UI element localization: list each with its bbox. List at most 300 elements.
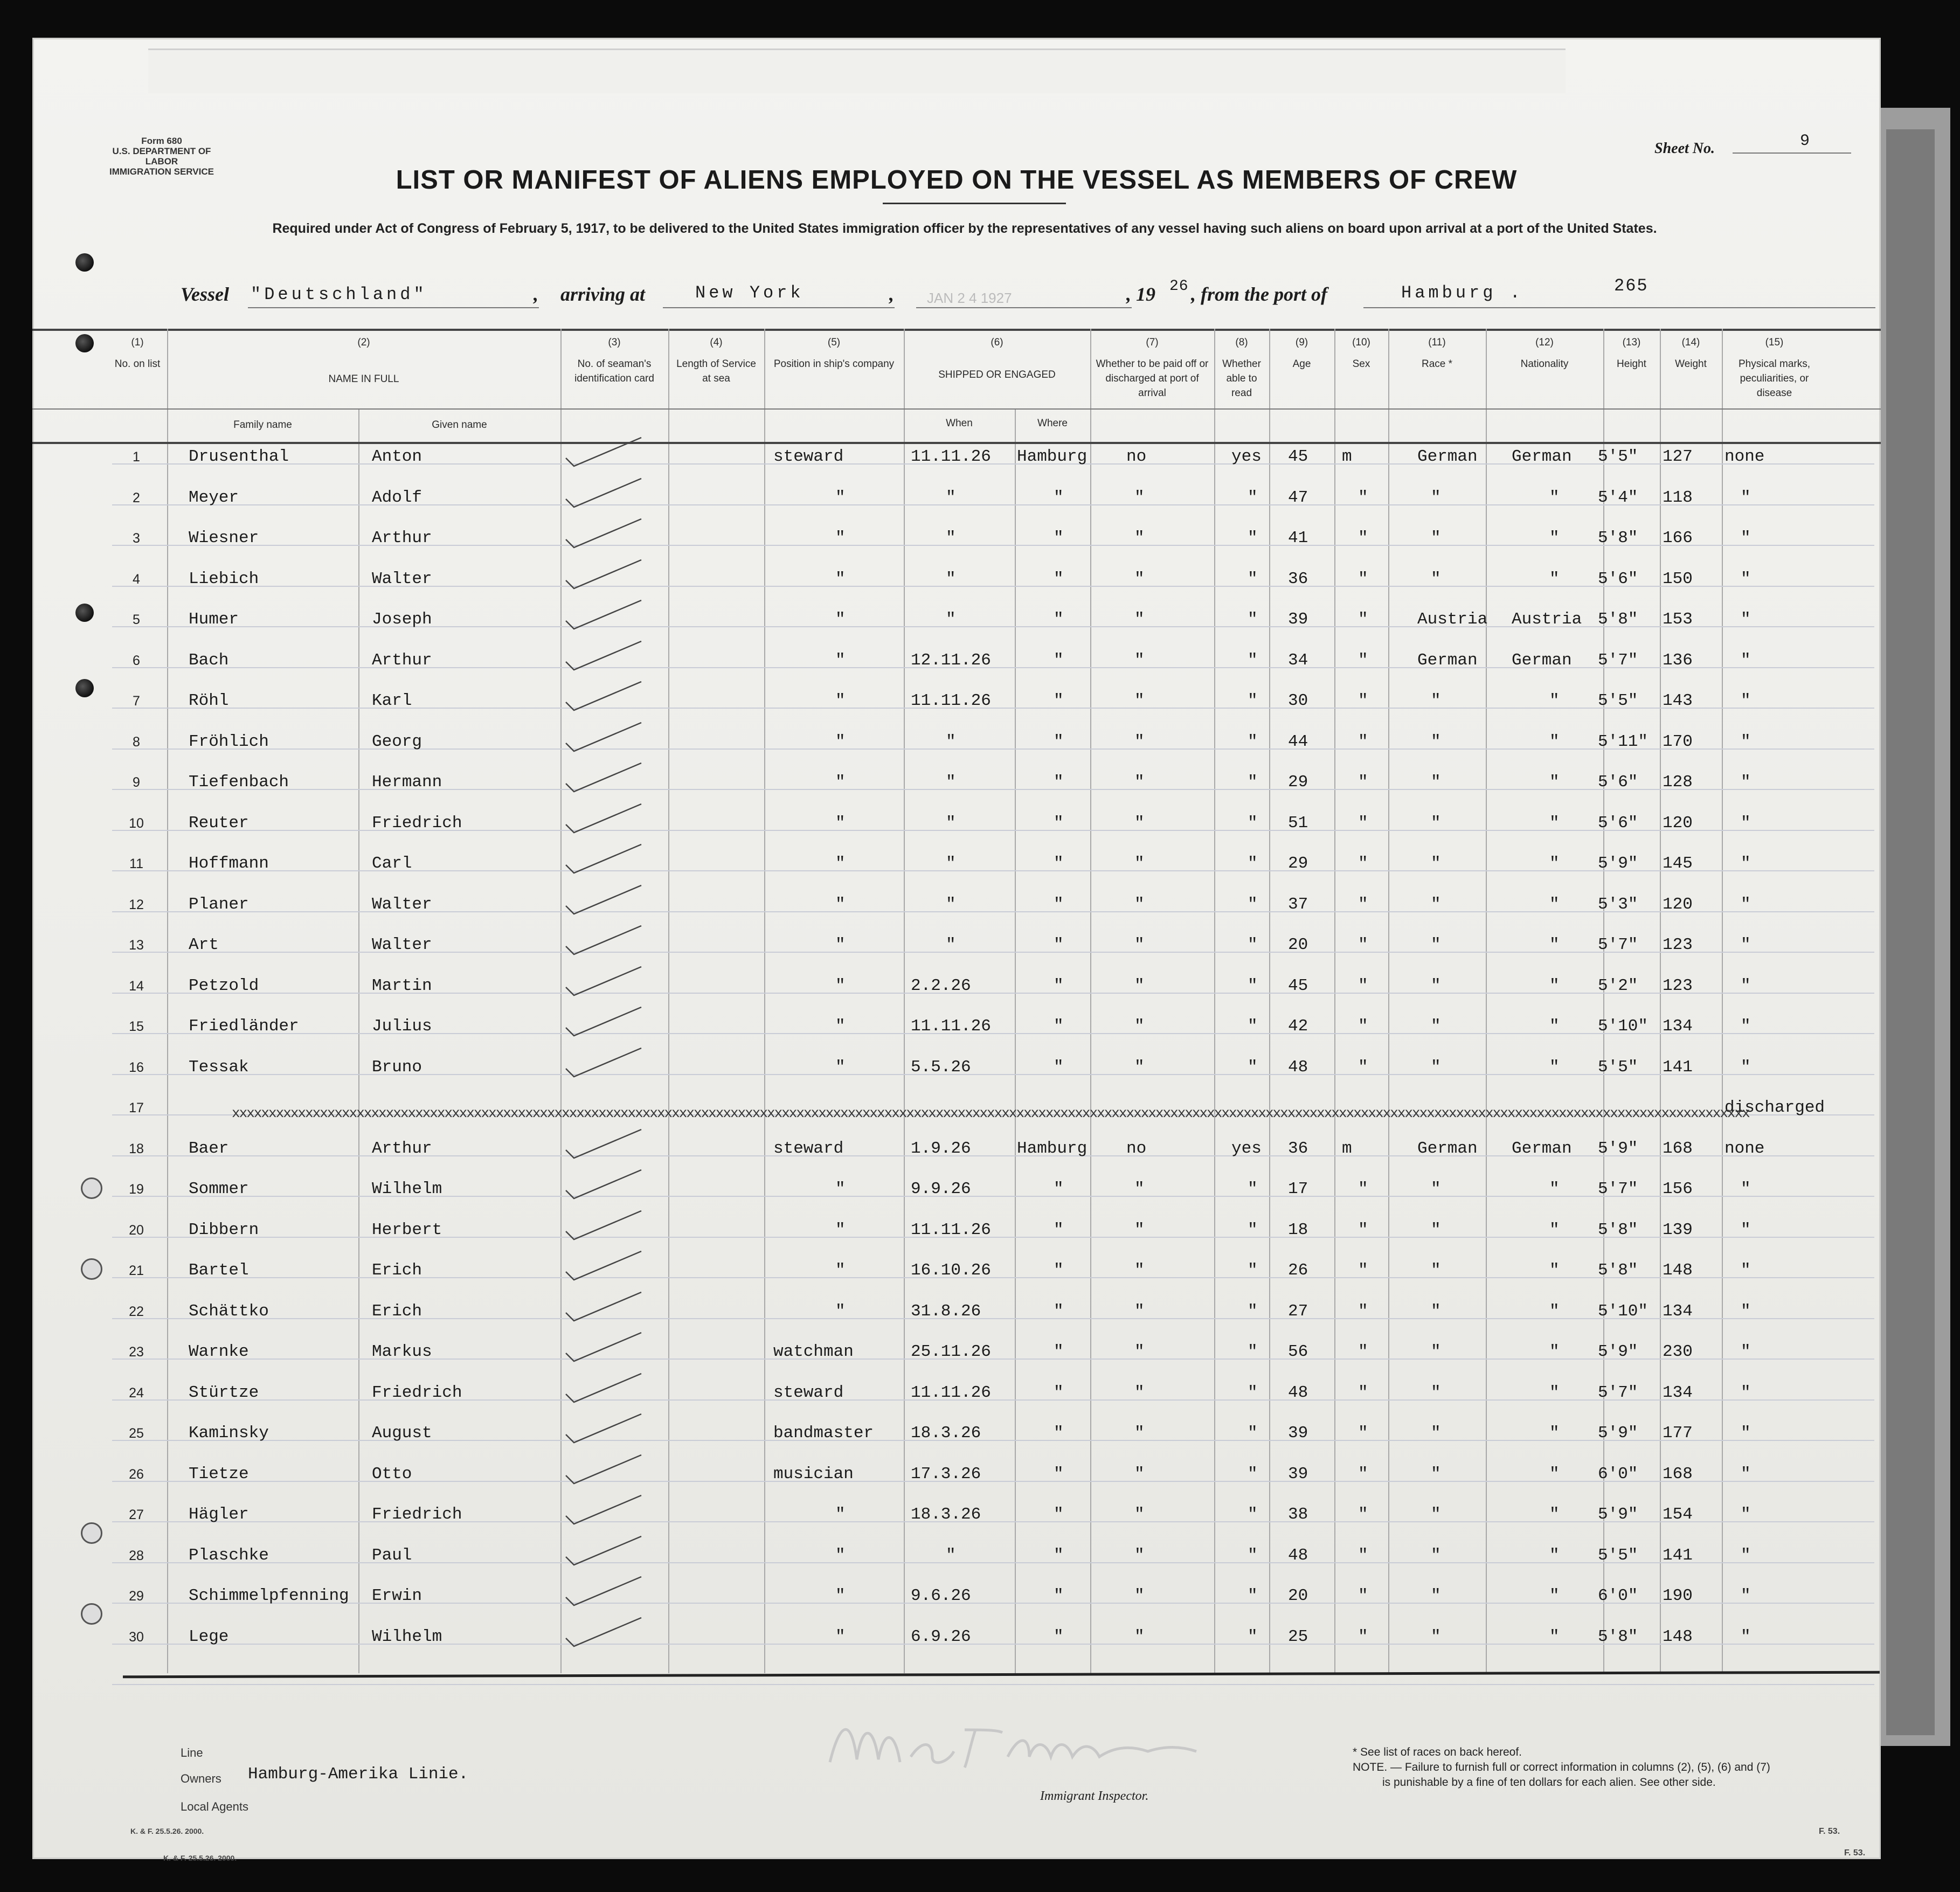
where-cell: " bbox=[1054, 1546, 1064, 1565]
column-divider bbox=[1722, 329, 1723, 1673]
inspector-signature bbox=[819, 1708, 1239, 1778]
paid-cell: " bbox=[1134, 895, 1145, 914]
row-number: 26 bbox=[129, 1467, 144, 1482]
column-number: (2) bbox=[357, 337, 370, 348]
paid-cell: " bbox=[1134, 1058, 1145, 1077]
column-number: (11) bbox=[1428, 337, 1446, 348]
column-number: (9) bbox=[1295, 337, 1308, 348]
paid-cell: no bbox=[1126, 1139, 1147, 1158]
weight-cell: 190 bbox=[1663, 1586, 1693, 1605]
paid-cell: " bbox=[1134, 854, 1145, 873]
arrival-date-stamp: JAN 2 4 1927 bbox=[927, 290, 1012, 306]
read-cell: " bbox=[1248, 488, 1258, 507]
checkmark-icon bbox=[563, 1332, 644, 1364]
row-number: 21 bbox=[129, 1263, 144, 1278]
position-cell: " bbox=[835, 814, 846, 833]
marks-cell: none bbox=[1724, 1139, 1765, 1158]
paid-cell: " bbox=[1134, 1505, 1145, 1524]
marks-cell: " bbox=[1741, 1627, 1751, 1646]
race-cell: " bbox=[1431, 895, 1441, 914]
height-cell: 5'7" bbox=[1598, 1383, 1638, 1402]
sex-cell: " bbox=[1358, 732, 1368, 751]
sex-cell: " bbox=[1358, 1627, 1368, 1646]
weight-cell: 168 bbox=[1663, 1139, 1693, 1158]
where-cell: " bbox=[1054, 570, 1064, 588]
read-cell: " bbox=[1248, 814, 1258, 833]
nationality-cell: " bbox=[1549, 570, 1560, 588]
race-cell: " bbox=[1431, 1505, 1441, 1524]
nationality-cell: German bbox=[1512, 1139, 1572, 1158]
age-cell: 34 bbox=[1288, 651, 1308, 670]
family-cell: Baer bbox=[189, 1139, 229, 1158]
position-cell: steward bbox=[773, 1383, 844, 1402]
position-cell: " bbox=[835, 1505, 846, 1524]
column-divider bbox=[358, 410, 359, 1673]
nationality-cell: " bbox=[1549, 1017, 1560, 1036]
family-name-header: Family name bbox=[233, 419, 292, 431]
sex-cell: " bbox=[1358, 1180, 1368, 1198]
column-divider bbox=[167, 329, 168, 1673]
position-cell: steward bbox=[773, 447, 844, 466]
sex-cell: " bbox=[1358, 935, 1368, 954]
weight-cell: 154 bbox=[1663, 1505, 1693, 1524]
when-cell: " bbox=[946, 814, 956, 833]
marks-cell: " bbox=[1741, 1383, 1751, 1402]
when-cell: " bbox=[946, 529, 956, 547]
weight-cell: 145 bbox=[1663, 854, 1693, 873]
vessel-underline bbox=[248, 307, 539, 308]
paid-cell: " bbox=[1134, 1017, 1145, 1036]
weight-cell: 139 bbox=[1663, 1221, 1693, 1239]
checkmark-icon bbox=[563, 681, 644, 713]
read-cell: " bbox=[1248, 691, 1258, 710]
family-cell: Schättko bbox=[189, 1302, 269, 1321]
when-cell: 11.11.26 bbox=[911, 447, 991, 466]
when-cell: " bbox=[946, 732, 956, 751]
row-number: 10 bbox=[129, 816, 144, 831]
marks-cell: " bbox=[1741, 651, 1751, 670]
checkmark-icon bbox=[563, 436, 644, 469]
family-cell: Hägler bbox=[189, 1505, 249, 1524]
row-number: 15 bbox=[129, 1019, 144, 1034]
sex-cell: " bbox=[1358, 488, 1368, 507]
read-cell: " bbox=[1248, 1017, 1258, 1036]
when-cell: 31.8.26 bbox=[911, 1302, 981, 1321]
marks-cell: " bbox=[1741, 976, 1751, 995]
height-cell: 5'9" bbox=[1598, 1505, 1638, 1524]
sheet-number-underline bbox=[1733, 153, 1851, 154]
sex-cell: " bbox=[1358, 651, 1368, 670]
race-cell: German bbox=[1417, 651, 1478, 670]
read-cell: " bbox=[1248, 1261, 1258, 1280]
weight-cell: 136 bbox=[1663, 651, 1693, 670]
sex-cell: " bbox=[1358, 854, 1368, 873]
sex-cell: " bbox=[1358, 570, 1368, 588]
form-number: Form 680 bbox=[141, 136, 182, 146]
column-divider bbox=[1486, 329, 1487, 1673]
marks-cell: " bbox=[1741, 773, 1751, 792]
form-code: F. 53. bbox=[1819, 1827, 1840, 1836]
paid-cell: " bbox=[1134, 1221, 1145, 1239]
when-cell: 12.11.26 bbox=[911, 651, 991, 670]
sex-cell: " bbox=[1358, 1058, 1368, 1077]
given-cell: Adolf bbox=[372, 488, 423, 507]
where-cell: " bbox=[1054, 1302, 1064, 1321]
sex-cell: " bbox=[1358, 1221, 1368, 1239]
given-cell: Georg bbox=[372, 732, 423, 751]
when-cell: 17.3.26 bbox=[911, 1465, 981, 1484]
height-cell: 5'9" bbox=[1598, 1139, 1638, 1158]
column-divider bbox=[1269, 329, 1270, 1673]
punch-hole bbox=[75, 679, 94, 697]
age-cell: 20 bbox=[1288, 1586, 1308, 1605]
age-cell: 27 bbox=[1288, 1302, 1308, 1321]
paid-cell: " bbox=[1134, 1261, 1145, 1280]
read-cell: " bbox=[1248, 935, 1258, 954]
port-underline bbox=[1363, 307, 1875, 308]
sex-cell: " bbox=[1358, 1261, 1368, 1280]
age-cell: 29 bbox=[1288, 854, 1308, 873]
checkmark-icon bbox=[563, 1373, 644, 1405]
weight-cell: 120 bbox=[1663, 895, 1693, 914]
race-cell: " bbox=[1431, 1342, 1441, 1361]
position-cell: " bbox=[835, 1627, 846, 1646]
height-cell: 5'9" bbox=[1598, 1342, 1638, 1361]
race-cell: " bbox=[1431, 1058, 1441, 1077]
weight-cell: 120 bbox=[1663, 814, 1693, 833]
sex-cell: " bbox=[1358, 1546, 1368, 1565]
family-cell: Plaschke bbox=[189, 1546, 269, 1565]
checkmark-icon bbox=[563, 1169, 644, 1201]
where-cell: " bbox=[1054, 1342, 1064, 1361]
row-number: 2 bbox=[133, 490, 140, 505]
list-number: 265 bbox=[1614, 276, 1649, 296]
nationality-cell: " bbox=[1549, 1465, 1560, 1484]
weight-cell: 134 bbox=[1663, 1383, 1693, 1402]
checkmark-icon bbox=[563, 1617, 644, 1649]
punch-hole bbox=[75, 253, 94, 272]
race-cell: " bbox=[1431, 1180, 1441, 1198]
paid-cell: " bbox=[1134, 732, 1145, 751]
read-cell: " bbox=[1248, 895, 1258, 914]
checkmark-icon bbox=[563, 884, 644, 917]
column-header: Whether to be paid off or discharged at port of arrival bbox=[1096, 358, 1209, 399]
year-suffix: 26 bbox=[1169, 278, 1189, 295]
weight-cell: 177 bbox=[1663, 1424, 1693, 1443]
sex-cell: " bbox=[1358, 1586, 1368, 1605]
where-cell: Hamburg bbox=[1017, 1139, 1088, 1158]
column-divider bbox=[1388, 329, 1389, 1673]
marks-cell: " bbox=[1741, 570, 1751, 588]
where-cell: " bbox=[1054, 529, 1064, 547]
read-cell: yes bbox=[1231, 447, 1262, 466]
checkmark-icon bbox=[563, 1210, 644, 1242]
age-cell: 45 bbox=[1288, 976, 1308, 995]
weight-cell: 230 bbox=[1663, 1342, 1693, 1361]
subheader-rule bbox=[32, 408, 1881, 410]
given-cell: Bruno bbox=[372, 1058, 423, 1077]
where-cell: " bbox=[1054, 773, 1064, 792]
when-cell: 11.11.26 bbox=[911, 1383, 991, 1402]
position-cell: " bbox=[835, 1058, 846, 1077]
weight-cell: 141 bbox=[1663, 1546, 1693, 1565]
column-divider bbox=[1090, 329, 1091, 1673]
row-number: 9 bbox=[133, 775, 140, 790]
marks-cell: " bbox=[1741, 1546, 1751, 1565]
arriving-label: arriving at bbox=[560, 283, 646, 305]
position-cell: " bbox=[835, 1017, 846, 1036]
checkmark-icon bbox=[563, 1576, 644, 1608]
height-cell: 5'7" bbox=[1598, 935, 1638, 954]
family-cell: Kaminsky bbox=[189, 1424, 269, 1443]
paid-cell: " bbox=[1134, 570, 1145, 588]
title-rule bbox=[883, 203, 1066, 204]
marks-cell: discharged bbox=[1724, 1098, 1825, 1117]
height-cell: 5'7" bbox=[1598, 651, 1638, 670]
paid-cell: " bbox=[1134, 1546, 1145, 1565]
age-cell: 41 bbox=[1288, 529, 1308, 547]
marks-cell: " bbox=[1741, 1017, 1751, 1036]
weight-cell: 156 bbox=[1663, 1180, 1693, 1198]
vessel-separator: , bbox=[534, 283, 538, 305]
height-cell: 5'10" bbox=[1598, 1017, 1649, 1036]
read-cell: " bbox=[1248, 570, 1258, 588]
paid-cell: " bbox=[1134, 935, 1145, 954]
row-number: 29 bbox=[129, 1589, 144, 1604]
given-cell: Martin bbox=[372, 976, 432, 995]
given-cell: Erich bbox=[372, 1302, 423, 1321]
sex-cell: m bbox=[1342, 447, 1352, 466]
marks-cell: " bbox=[1741, 814, 1751, 833]
family-cell: Schimmelpfenning bbox=[189, 1586, 349, 1605]
position-cell: " bbox=[835, 1586, 846, 1605]
column-number: (5) bbox=[827, 337, 841, 348]
given-cell: Walter bbox=[372, 570, 432, 588]
column-divider bbox=[560, 329, 562, 1673]
checkmark-icon bbox=[563, 1454, 644, 1486]
read-cell: " bbox=[1248, 1221, 1258, 1239]
nationality-cell: " bbox=[1549, 1586, 1560, 1605]
race-cell: " bbox=[1431, 1221, 1441, 1239]
row-number: 30 bbox=[129, 1630, 144, 1645]
where-cell: " bbox=[1054, 732, 1064, 751]
paid-cell: no bbox=[1126, 447, 1147, 466]
paid-cell: " bbox=[1134, 814, 1145, 833]
where-cell: " bbox=[1054, 895, 1064, 914]
given-cell: Otto bbox=[372, 1465, 412, 1484]
row-number: 23 bbox=[129, 1345, 144, 1360]
where-cell: " bbox=[1054, 1261, 1064, 1280]
marks-cell: " bbox=[1741, 1586, 1751, 1605]
weight-cell: 166 bbox=[1663, 529, 1693, 547]
age-cell: 42 bbox=[1288, 1017, 1308, 1036]
weight-cell: 153 bbox=[1663, 610, 1693, 629]
position-cell: bandmaster bbox=[773, 1424, 874, 1443]
year-prefix: , 19 bbox=[1126, 283, 1155, 305]
vessel-name: "Deutschland" bbox=[251, 285, 427, 304]
read-cell: " bbox=[1248, 1302, 1258, 1321]
age-cell: 45 bbox=[1288, 447, 1308, 466]
age-cell: 36 bbox=[1288, 1139, 1308, 1158]
height-cell: 5'8" bbox=[1598, 1627, 1638, 1646]
read-cell: " bbox=[1248, 1627, 1258, 1646]
when-cell: 6.9.26 bbox=[911, 1627, 971, 1646]
race-cell: " bbox=[1431, 488, 1441, 507]
height-cell: 5'11" bbox=[1598, 732, 1649, 751]
column-header: Nationality bbox=[1520, 358, 1569, 370]
given-cell: Joseph bbox=[372, 610, 432, 629]
given-cell: Markus bbox=[372, 1342, 432, 1361]
given-cell: Friedrich bbox=[372, 814, 462, 833]
manifest-sheet bbox=[32, 38, 1881, 1862]
race-cell: " bbox=[1431, 773, 1441, 792]
read-cell: " bbox=[1248, 854, 1258, 873]
column-number: (7) bbox=[1146, 337, 1159, 348]
column-header: Race * bbox=[1421, 358, 1453, 370]
document-title: LIST OR MANIFEST OF ALIENS EMPLOYED ON THE VESSEL AS MEMBERS OF CREW bbox=[396, 165, 1518, 195]
column-number: (10) bbox=[1352, 337, 1370, 348]
end-of-list-rule bbox=[123, 1671, 1880, 1679]
weight-cell: 148 bbox=[1663, 1261, 1693, 1280]
nationality-cell: " bbox=[1549, 1302, 1560, 1321]
where-header: Where bbox=[1037, 418, 1068, 429]
read-cell: " bbox=[1248, 1058, 1258, 1077]
height-cell: 5'5" bbox=[1598, 1546, 1638, 1565]
where-cell: " bbox=[1054, 691, 1064, 710]
race-cell: " bbox=[1431, 1261, 1441, 1280]
row-number: 4 bbox=[133, 572, 140, 587]
given-cell: Walter bbox=[372, 895, 432, 914]
marks-cell: " bbox=[1741, 1058, 1751, 1077]
when-cell: 18.3.26 bbox=[911, 1424, 981, 1443]
weight-cell: 123 bbox=[1663, 935, 1693, 954]
sex-cell: " bbox=[1358, 773, 1368, 792]
from-port: Hamburg . bbox=[1401, 283, 1523, 303]
sex-cell: " bbox=[1358, 895, 1368, 914]
column-header: Position in ship's company bbox=[773, 358, 895, 370]
column-number: (8) bbox=[1235, 337, 1248, 348]
age-cell: 25 bbox=[1288, 1627, 1308, 1646]
column-number: (4) bbox=[710, 337, 723, 348]
arriving-underline bbox=[663, 307, 895, 308]
height-cell: 5'8" bbox=[1598, 529, 1638, 547]
given-cell: Friedrich bbox=[372, 1383, 462, 1402]
height-cell: 5'4" bbox=[1598, 488, 1638, 507]
nationality-cell: " bbox=[1549, 1261, 1560, 1280]
given-cell: Herbert bbox=[372, 1221, 442, 1239]
checkmark-icon bbox=[563, 803, 644, 835]
sheet-tab bbox=[148, 48, 1566, 93]
sex-cell: " bbox=[1358, 976, 1368, 995]
marks-cell: " bbox=[1741, 1302, 1751, 1321]
sheet-number-value: 9 bbox=[1800, 132, 1810, 150]
family-cell: Sommer bbox=[189, 1180, 249, 1198]
nationality-cell: " bbox=[1549, 529, 1560, 547]
weight-cell: 150 bbox=[1663, 570, 1693, 588]
when-header: When bbox=[946, 418, 973, 429]
row-number: 25 bbox=[129, 1426, 144, 1441]
column-header: Physical marks, peculiarities, or disease bbox=[1738, 358, 1811, 399]
column-divider bbox=[668, 329, 669, 1673]
race-cell: " bbox=[1431, 1383, 1441, 1402]
nationality-cell: " bbox=[1549, 854, 1560, 873]
nationality-cell: " bbox=[1549, 1546, 1560, 1565]
where-cell: " bbox=[1054, 1627, 1064, 1646]
read-cell: " bbox=[1248, 529, 1258, 547]
race-cell: " bbox=[1431, 1465, 1441, 1484]
marks-cell: " bbox=[1741, 895, 1751, 914]
marks-cell: " bbox=[1741, 1505, 1751, 1524]
checkmark-icon bbox=[563, 925, 644, 957]
marks-cell: " bbox=[1741, 935, 1751, 954]
underlying-sheet-edge bbox=[1886, 129, 1935, 1735]
where-cell: " bbox=[1054, 1424, 1064, 1443]
read-cell: " bbox=[1248, 1465, 1258, 1484]
where-cell: " bbox=[1054, 854, 1064, 873]
position-cell: " bbox=[835, 1221, 846, 1239]
punch-hole bbox=[75, 604, 94, 622]
family-cell: Humer bbox=[189, 610, 239, 629]
column-number: (13) bbox=[1622, 337, 1641, 348]
where-cell: Hamburg bbox=[1017, 447, 1088, 466]
given-cell: Arthur bbox=[372, 1139, 432, 1158]
when-cell: " bbox=[946, 895, 956, 914]
column-divider bbox=[1660, 329, 1661, 1673]
family-cell: Dibbern bbox=[189, 1221, 259, 1239]
marks-cell: " bbox=[1741, 1180, 1751, 1198]
given-cell: Wilhelm bbox=[372, 1627, 442, 1646]
nationality-cell: " bbox=[1549, 814, 1560, 833]
checkmark-icon bbox=[563, 1535, 644, 1568]
marks-cell: " bbox=[1741, 1424, 1751, 1443]
age-cell: 48 bbox=[1288, 1383, 1308, 1402]
nationality-cell: " bbox=[1549, 976, 1560, 995]
paid-cell: " bbox=[1134, 651, 1145, 670]
height-cell: 5'5" bbox=[1598, 691, 1638, 710]
sex-cell: " bbox=[1358, 1424, 1368, 1443]
race-cell: " bbox=[1431, 1586, 1441, 1605]
position-cell: " bbox=[835, 488, 846, 507]
position-cell: " bbox=[835, 610, 846, 629]
age-cell: 56 bbox=[1288, 1342, 1308, 1361]
read-cell: " bbox=[1248, 732, 1258, 751]
family-cell: Planer bbox=[189, 895, 249, 914]
header-bottom-rule bbox=[32, 442, 1881, 444]
row-number: 27 bbox=[129, 1507, 144, 1522]
sex-cell: " bbox=[1358, 1383, 1368, 1402]
family-cell: Tessak bbox=[189, 1058, 249, 1077]
age-cell: 48 bbox=[1288, 1058, 1308, 1077]
form-note bbox=[1353, 1745, 1770, 1790]
marks-cell: " bbox=[1741, 610, 1751, 629]
when-cell: " bbox=[946, 1546, 956, 1565]
when-cell: 5.5.26 bbox=[911, 1058, 971, 1077]
checkmark-icon bbox=[563, 1047, 644, 1079]
paid-cell: " bbox=[1134, 1586, 1145, 1605]
row-line bbox=[112, 1684, 1874, 1685]
sex-cell: " bbox=[1358, 814, 1368, 833]
weight-cell: 168 bbox=[1663, 1465, 1693, 1484]
age-cell: 39 bbox=[1288, 1424, 1308, 1443]
race-cell: " bbox=[1431, 814, 1441, 833]
nationality-cell: " bbox=[1549, 895, 1560, 914]
weight-cell: 127 bbox=[1663, 447, 1693, 466]
age-cell: 38 bbox=[1288, 1505, 1308, 1524]
weight-cell: 118 bbox=[1663, 488, 1693, 507]
when-cell: 9.6.26 bbox=[911, 1586, 971, 1605]
position-cell: " bbox=[835, 732, 846, 751]
nationality-cell: Austria bbox=[1512, 610, 1582, 629]
